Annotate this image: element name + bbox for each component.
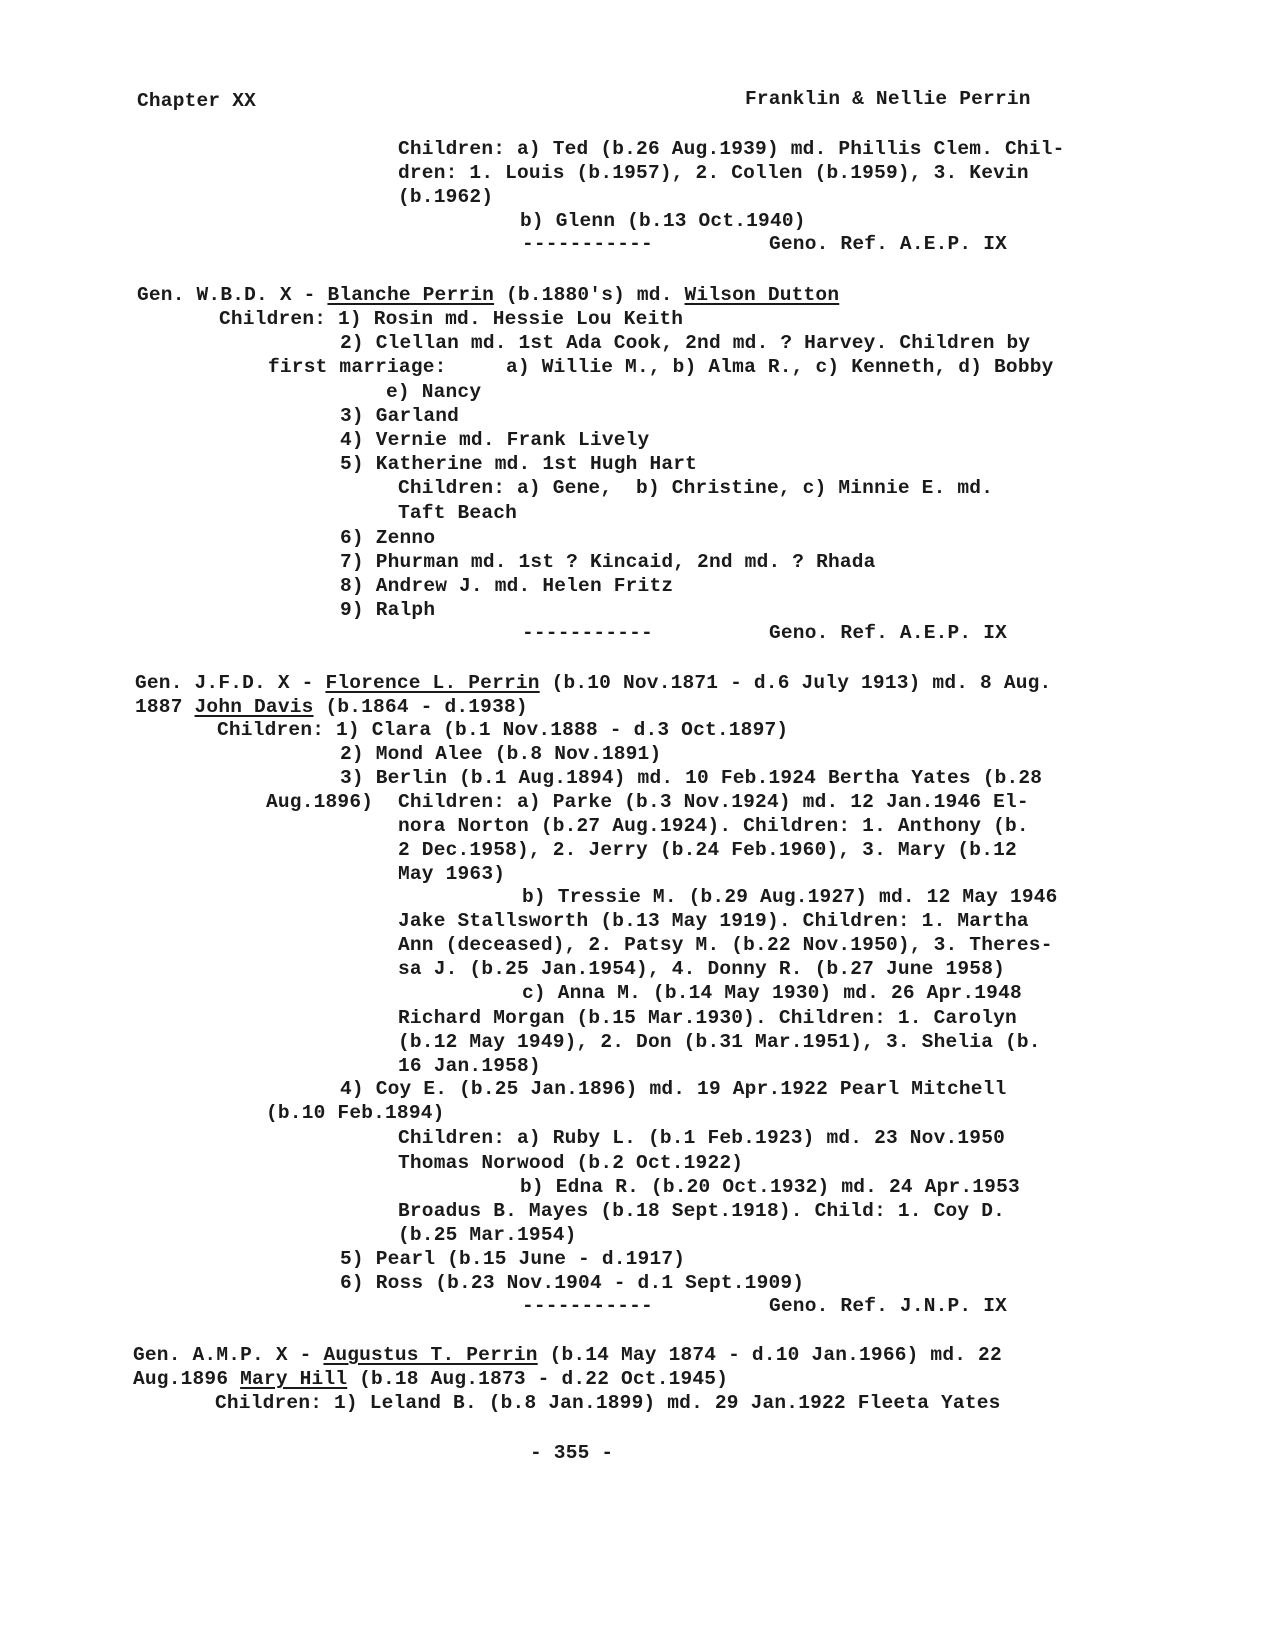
text-line: first marriage: a) Willie M., b) Alma R., c) Kenneth, d) Bobby (268, 356, 1054, 378)
text-line: (b.10 Feb.1894) (266, 1102, 445, 1124)
text-line: 9) Ralph (340, 599, 436, 621)
generation-entry-heading (133, 1343, 1002, 1367)
geno-ref: Geno. Ref. A.E.P. IX (769, 233, 1008, 255)
text-line: 6) Ross (b.23 Nov.1904 - d.1 Sept.1909) (340, 1272, 805, 1294)
person-dates: (b.14 May 1874 - d.10 Jan.1966) md. 22 (537, 1344, 1002, 1366)
text-line: 16 Jan.1958) (398, 1055, 541, 1077)
text-line: 2) Clellan md. 1st Ada Cook, 2nd md. ? Harvey. Children by (340, 332, 1031, 354)
text-line: dren: 1. Louis (b.1957), 2. Collen (b.1959), 3. Kevin (398, 162, 1029, 184)
text-line: 5) Katherine md. 1st Hugh Hart (340, 453, 698, 475)
spouse-line (135, 695, 528, 719)
text-line: (b.1962) (398, 186, 494, 208)
geno-ref: Geno. Ref. J.N.P. IX (769, 1295, 1008, 1317)
text-line: 5) Pearl (b.15 June - d.1917) (340, 1248, 686, 1270)
text-line: Children: 1) Leland B. (b.8 Jan.1899) md. 29 Jan.1922 Fleeta Yates (215, 1392, 1001, 1414)
marriage-year: Aug.1896 (133, 1368, 241, 1390)
text-line: b) Tressie M. (b.29 Aug.1927) md. 12 May 1946 (522, 886, 1058, 908)
separator: ----------- (522, 622, 653, 644)
text-line: sa J. (b.25 Jan.1954), 4. Donny R. (b.27 June 1958) (398, 958, 1005, 980)
text-line: May 1963) (398, 863, 506, 885)
gen-prefix: Gen. W.B.D. X - (137, 284, 328, 306)
text-line: nora Norton (b.27 Aug.1924). Children: 1. Anthony (b. (398, 815, 1029, 837)
person-name: Augustus T. Perrin (323, 1344, 538, 1366)
geno-ref: Geno. Ref. A.E.P. IX (769, 622, 1008, 644)
spouse-dates: (b.18 Aug.1873 - d.22 Oct.1945) (347, 1368, 729, 1390)
family-heading: Franklin & Nellie Perrin (745, 88, 1031, 110)
text-line: Children: a) Parke (b.3 Nov.1924) md. 12 Jan.1946 El- (398, 791, 1029, 813)
text-line: (b.12 May 1949), 2. Don (b.31 Mar.1951), 3. Shelia (b. (398, 1031, 1041, 1053)
page-number: - 355 - (530, 1442, 614, 1464)
text-line: Broadus B. Mayes (b.18 Sept.1918). Child: 1. Coy D. (398, 1200, 1005, 1222)
spouse-dates: (b.1864 - d.1938) (313, 696, 528, 718)
text-line: b) Glenn (b.13 Oct.1940) (520, 210, 806, 232)
text-line: 4) Coy E. (b.25 Jan.1896) md. 19 Apr.1922 Pearl Mitchell (340, 1078, 1007, 1100)
text-line: 7) Phurman md. 1st ? Kincaid, 2nd md. ? Rhada (340, 551, 876, 573)
text-line: 2 Dec.1958), 2. Jerry (b.24 Feb.1960), 3. Mary (b.12 (398, 839, 1017, 861)
text-line: 3) Garland (340, 405, 460, 427)
gen-prefix: Gen. J.F.D. X - (135, 672, 326, 694)
gen-prefix: Gen. A.M.P. X - (133, 1344, 324, 1366)
text-line: Taft Beach (398, 502, 518, 524)
marriage-year: 1887 (135, 696, 195, 718)
chapter-heading: Chapter XX (137, 90, 257, 112)
text-line: Children: 1) Clara (b.1 Nov.1888 - d.3 Oct.1897) (217, 719, 789, 741)
text-line: Aug.1896) (266, 791, 374, 813)
text-line: b) Edna R. (b.20 Oct.1932) md. 24 Apr.1953 (520, 1176, 1020, 1198)
text-line: Children: a) Ruby L. (b.1 Feb.1923) md. 23 Nov.1950 (398, 1127, 1005, 1149)
text-line: 8) Andrew J. md. Helen Fritz (340, 575, 674, 597)
person-dates: (b.1880's) md. (494, 284, 685, 306)
text-line: Jake Stallsworth (b.13 May 1919). Children: 1. Martha (398, 910, 1029, 932)
generation-entry-heading (135, 671, 1051, 695)
separator: ----------- (522, 1295, 653, 1317)
text-line: Children: a) Gene, b) Christine, c) Minnie E. md. (398, 477, 994, 499)
separator: ----------- (522, 233, 653, 255)
text-line: (b.25 Mar.1954) (398, 1224, 577, 1246)
text-line: e) Nancy (386, 381, 482, 403)
text-line: 4) Vernie md. Frank Lively (340, 429, 650, 451)
spouse-name: John Davis (194, 696, 314, 718)
generation-entry-heading (137, 283, 839, 307)
text-line: 2) Mond Alee (b.8 Nov.1891) (340, 743, 662, 765)
person-dates: (b.10 Nov.1871 - d.6 July 1913) md. 8 Aug. (539, 672, 1052, 694)
text-line: Richard Morgan (b.15 Mar.1930). Children: 1. Carolyn (398, 1007, 1017, 1029)
person-name: Blanche Perrin (327, 284, 495, 306)
text-line: 6) Zenno (340, 527, 436, 549)
person-name: Florence L. Perrin (325, 672, 540, 694)
spouse-line (133, 1367, 728, 1391)
text-line: 3) Berlin (b.1 Aug.1894) md. 10 Feb.1924 Bertha Yates (b.28 (340, 767, 1043, 789)
text-line: Thomas Norwood (b.2 Oct.1922) (398, 1152, 744, 1174)
text-line: Children: a) Ted (b.26 Aug.1939) md. Phillis Clem. Chil- (398, 138, 1065, 160)
text-line: Ann (deceased), 2. Patsy M. (b.22 Nov.1950), 3. Theres- (398, 934, 1053, 956)
spouse-name: Wilson Dutton (684, 284, 840, 306)
spouse-name: Mary Hill (240, 1368, 348, 1390)
text-line: Children: 1) Rosin md. Hessie Lou Keith (219, 308, 684, 330)
text-line: c) Anna M. (b.14 May 1930) md. 26 Apr.1948 (522, 982, 1022, 1004)
